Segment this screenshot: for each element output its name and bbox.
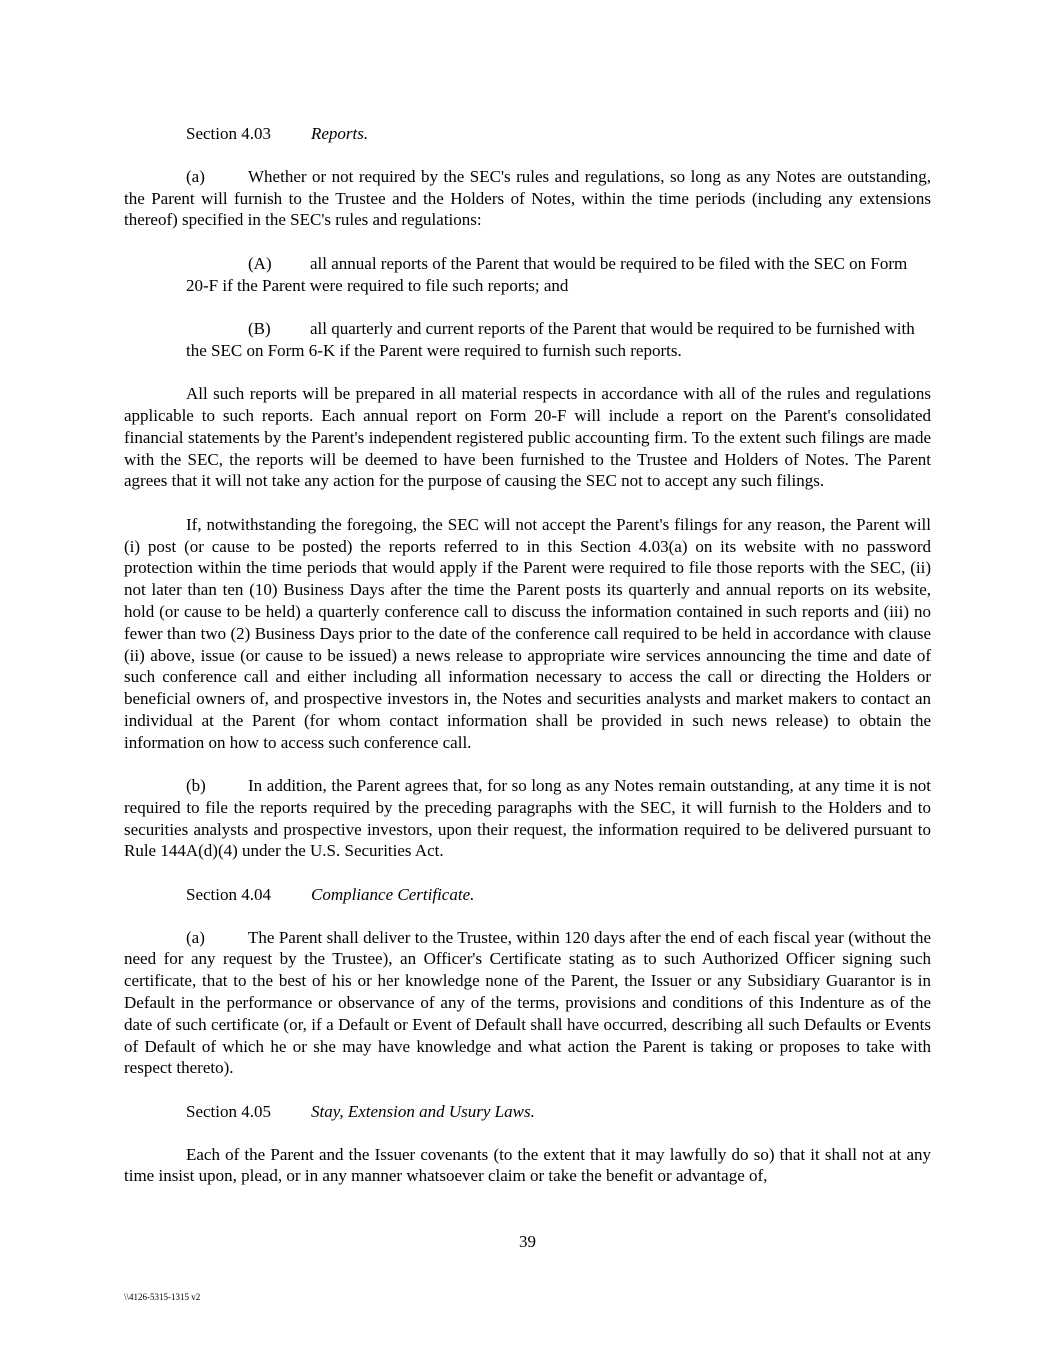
item-text: all annual reports of the Parent that would be required to be filed with the SEC on Form 20-F if the Parent were required to file such reports; and <box>186 253 908 295</box>
section-4-05-paragraph: Each of the Parent and the Issuer covenants (to the extent that it may lawfully do so) that it shall not at any time insist upon, plead, or in any manner whatsoever claim or take the benefit or advantage of, <box>124 1144 931 1186</box>
item-text: all quarterly and current reports of the Parent that would be required to be furnished with the SEC on Form 6-K if the Parent were required to furnish such reports. <box>186 318 915 360</box>
section-4-03-paragraph-if-notwithstanding: If, notwithstanding the foregoing, the SEC will not accept the Parent's filings for any reason, the Parent will (i) post (or cause to be posted) the reports referred to in this Section 4.03(a) on its website with no password protection within the time periods that would apply if the Parent were required to file those reports with the SEC, (ii) not later than ten (10) Business Days after the time the Parent posts its quarterly and annual reports on its website, hold (or cause to be held) a quarterly conference call to discuss the information contained in such reports and (iii) no fewer than two (2) Business Days prior to the date of the conference call required to be held in accordance with clause (ii) above, issue (or cause to be issued) a news release to appropriate wire services announcing the time and date of such conference call and either including all information necessary to access the call or directing the Holders or beneficial owners of, and prospective investors in, the Notes and securities analysts and market makers to contact an individual at the Parent (for whom contact information shall be provided in such news release) to obtain the information on how to access such conference call. <box>124 514 931 752</box>
section-4-03-item-A <box>186 253 931 297</box>
paragraph-text: The Parent shall deliver to the Trustee, within 120 days after the end of each fiscal year (without the need for any request by the Trustee), an Officer's Certificate stating as to such Authorized Officer signing such certificate, that to the best of his or her knowledge none of the Parent, the Issuer or any Subsidiary Guarantor is in Default in the performance or observance of any of the terms, provisions and conditions of this Indenture as of the date of such certificate (or, if a Default or Event of Default shall have occurred, describing all such Defaults or Events of Default of which he or she may have knowledge and what action the Parent is taking or proposes to take with respect thereto). <box>124 927 931 1078</box>
page-number: 39 <box>519 1232 536 1251</box>
section-4-03-item-B <box>186 318 931 362</box>
section-4-04-paragraph-a <box>124 927 931 1080</box>
document-page <box>124 123 931 1209</box>
section-4-03-paragraph-a <box>124 166 931 231</box>
section-4-03-heading <box>124 123 931 145</box>
section-number: Section 4.05 <box>186 1101 271 1121</box>
item-label: (A) <box>248 253 272 273</box>
document-id: \\4126-5315-1315 v2 <box>124 1292 201 1302</box>
section-title: Compliance Certificate. <box>311 884 475 904</box>
paragraph-text: Whether or not required by the SEC's rules and regulations, so long as any Notes are outstanding, the Parent will furnish to the Trustee and the Holders of Notes, within the time periods (including any extensions thereof) specified in the SEC's rules and regulations: <box>124 166 931 230</box>
item-label: (B) <box>248 318 271 338</box>
paragraph-text: In addition, the Parent agrees that, for so long as any Notes remain outstanding, at any time it is not required to file the reports required by the preceding paragraphs with the SEC, it will furnish to the Holders and to securities analysts and prospective investors, upon their request, the information required to be delivered pursuant to Rule 144A(d)(4) under the U.S. Securities Act. <box>124 776 931 861</box>
section-title: Reports. <box>311 124 369 143</box>
paragraph-label: (b) <box>186 776 206 796</box>
paragraph-label: (a) <box>186 927 205 947</box>
section-4-03-paragraph-b <box>124 775 931 862</box>
paragraph-label: (a) <box>186 166 205 186</box>
section-title: Stay, Extension and Usury Laws. <box>311 1101 535 1121</box>
section-number: Section 4.03 <box>186 124 271 143</box>
section-4-03-paragraph-all-such-reports: All such reports will be prepared in all material respects in accordance with all of the rules and regulations applicable to such reports. Each annual report on Form 20-F will include a report on the Parent's consolidated financial statements by the Parent's independent registered public accounting firm. To the extent such filings are made with the SEC, the reports will be deemed to have been furnished to the Trustee and Holders of Notes. The Parent agrees that it will not take any action for the purpose of causing the SEC not to accept any such filings. <box>124 384 931 491</box>
section-number: Section 4.04 <box>186 884 271 904</box>
section-4-05-heading <box>124 1101 931 1123</box>
section-4-04-heading <box>124 884 931 906</box>
